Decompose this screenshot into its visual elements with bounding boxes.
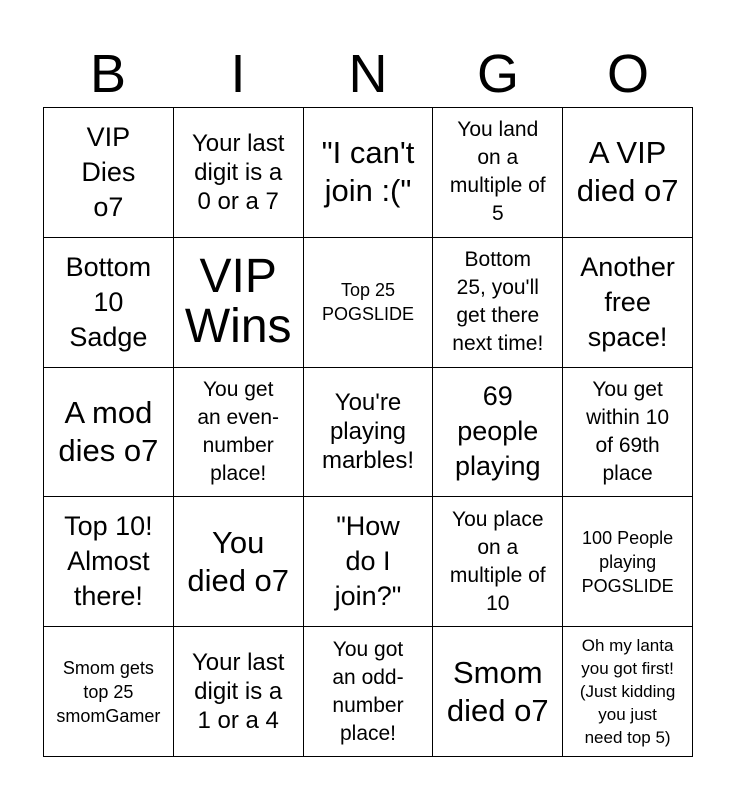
cell-text: Smom died o7: [446, 654, 549, 728]
cell-text: Bottom 25, you'll get there next time!: [452, 248, 544, 356]
cell-text: VIP Wins: [184, 250, 292, 354]
bingo-cell-r2c3[interactable]: [304, 238, 434, 368]
cell-text: You got an odd- number place!: [332, 637, 404, 745]
cell-text: You're playing marbles!: [321, 389, 414, 475]
bingo-cell-r4c3[interactable]: [304, 497, 434, 627]
bingo-cell-r1c4[interactable]: [433, 108, 563, 238]
cell-text: Bottom 10 Sadge: [65, 251, 152, 352]
cell-text: Oh my lanta you got first! (Just kidding you just need top 5): [579, 636, 676, 748]
bingo-cell-r3c1[interactable]: [44, 368, 174, 498]
header-letter-n: N: [348, 44, 388, 104]
cell-text: "How do I join?": [334, 511, 402, 612]
cell-text: Top 10! Almost there!: [64, 511, 153, 612]
cell-text: Smom gets top 25 smomGamer: [56, 657, 161, 726]
bingo-cell-r4c2[interactable]: [174, 497, 304, 627]
bingo-cell-r1c2[interactable]: [174, 108, 304, 238]
cell-text: You died o7: [187, 524, 290, 598]
bingo-cell-r2c4[interactable]: [433, 238, 563, 368]
cell-text: VIP Dies o7: [81, 121, 136, 222]
header-letter-g: G: [476, 44, 519, 104]
header-letter-o: O: [606, 44, 649, 104]
bingo-cell-r4c1[interactable]: [44, 497, 174, 627]
bingo-cell-r1c3[interactable]: [304, 108, 434, 238]
cell-text: You get within 10 of 69th place: [586, 377, 670, 485]
cell-text: You land on a multiple of 5: [449, 118, 546, 226]
cell-text: A VIP died o7: [576, 135, 679, 209]
header-letter-i: I: [230, 44, 246, 104]
bingo-cell-r5c2[interactable]: [174, 627, 304, 757]
cell-text: You place on a multiple of 10: [449, 507, 546, 615]
bingo-cell-r3c5[interactable]: [563, 368, 693, 498]
bingo-cell-r3c2[interactable]: [174, 368, 304, 498]
bingo-cell-r2c5[interactable]: [563, 238, 693, 368]
bingo-cell-r1c5[interactable]: [563, 108, 693, 238]
cell-text: A mod dies o7: [58, 394, 159, 468]
bingo-cell-r5c1[interactable]: [44, 627, 174, 757]
cell-text: "I can't join :(": [321, 135, 415, 209]
cell-text: Your last digit is a 1 or a 4: [191, 649, 285, 735]
bingo-cell-r1c1[interactable]: [44, 108, 174, 238]
cell-text: You get an even- number place!: [197, 377, 280, 485]
header-letter-b: B: [89, 44, 127, 104]
bingo-cell-r4c4[interactable]: [433, 497, 563, 627]
bingo-cell-r2c2[interactable]: [174, 238, 304, 368]
bingo-grid: [43, 107, 693, 757]
bingo-cell-r3c3[interactable]: [304, 368, 434, 498]
cell-text: 100 People playing POGSLIDE: [581, 527, 674, 596]
cell-text: Your last digit is a 0 or a 7: [191, 129, 285, 215]
bingo-cell-r5c4[interactable]: [433, 627, 563, 757]
bingo-header: [43, 42, 693, 106]
bingo-cell-r3c4[interactable]: [433, 368, 563, 498]
cell-text: Top 25 POGSLIDE: [321, 280, 414, 325]
bingo-cell-r5c3[interactable]: [304, 627, 434, 757]
bingo-cell-r4c5[interactable]: [563, 497, 693, 627]
cell-text: Another free space!: [580, 251, 675, 352]
bingo-cell-r5c5[interactable]: [563, 627, 693, 757]
bingo-cell-r2c1[interactable]: [44, 238, 174, 368]
cell-text: 69 people playing: [455, 381, 541, 482]
